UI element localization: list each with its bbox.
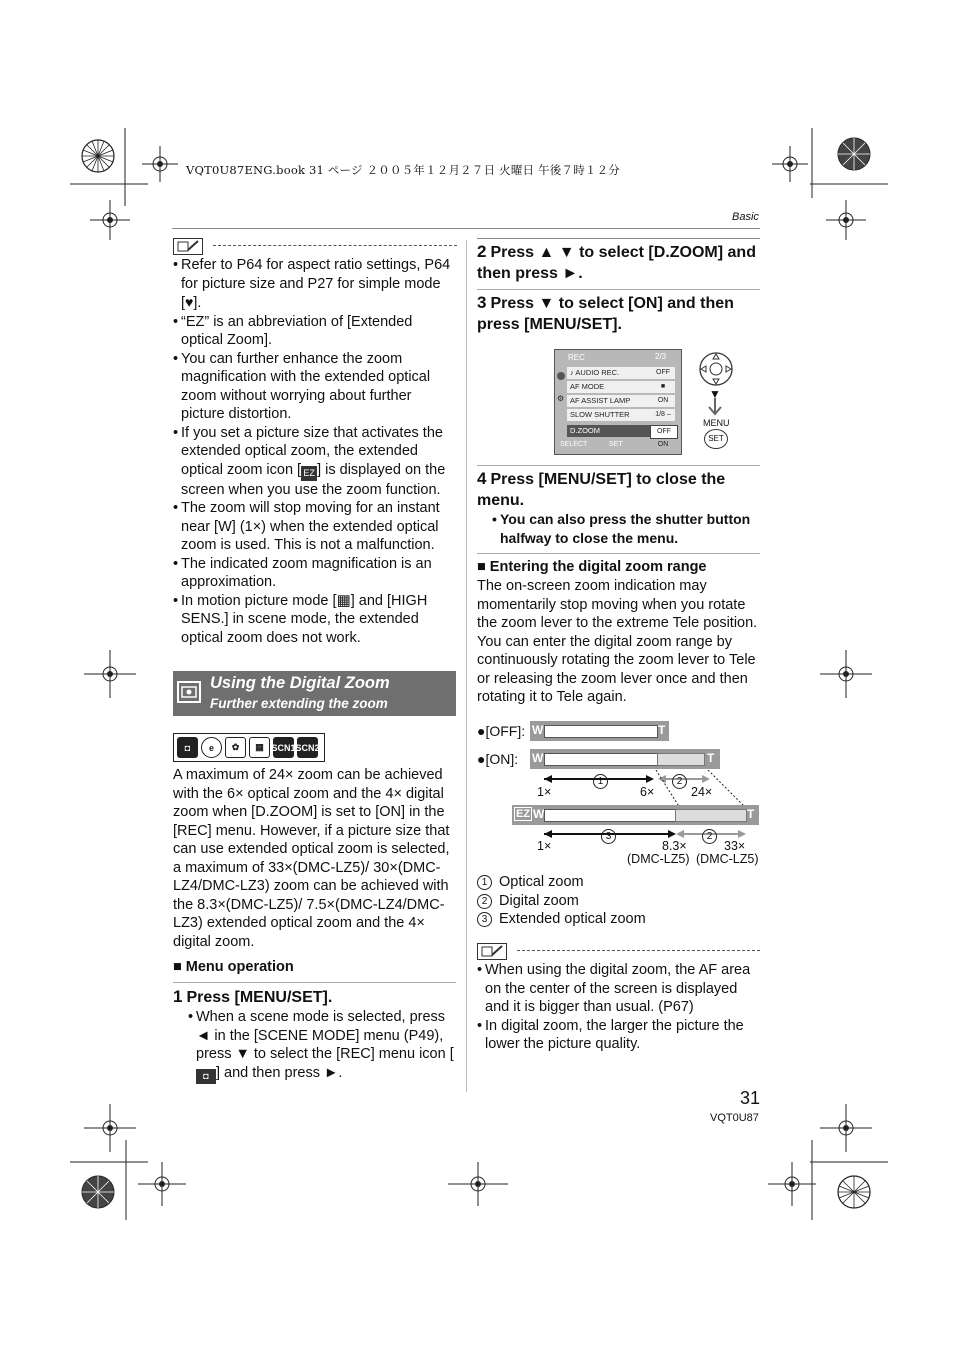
dzoom-on-option: ON bbox=[657, 441, 669, 448]
step1-bullets bbox=[188, 1008, 456, 1084]
on-zoom-bar: W T bbox=[530, 749, 720, 769]
list-item: • You can further enhance the zoom magnification with the extended optical zoom without worrying about further picture distortion. bbox=[173, 350, 457, 424]
list-item: • “EZ” is an abbreviation of [Extended optical Zoom]. bbox=[173, 313, 457, 350]
crosshair-upper-right bbox=[816, 196, 876, 246]
screen-title: REC bbox=[568, 353, 585, 362]
crosshair-bottom-left bbox=[132, 1158, 192, 1208]
down-arrow-filled-icon: ▼ bbox=[709, 387, 721, 401]
note-icon bbox=[477, 943, 507, 960]
section-label: Basic bbox=[732, 211, 759, 223]
section-banner bbox=[173, 671, 456, 716]
menu-row-afmode: AF MODE bbox=[567, 381, 675, 393]
list-item: • Refer to P64 for aspect ratio settings, P64 for picture size and P27 for simple mode [♥]. bbox=[173, 256, 457, 313]
off-zoom-bar: W T bbox=[530, 721, 669, 741]
step3-rule bbox=[477, 289, 760, 290]
macro-icon: ✿ bbox=[225, 737, 246, 758]
screen-page: 2/3 bbox=[655, 352, 667, 361]
tick-33x: 33× bbox=[724, 839, 746, 853]
on-label: ●[ON]: bbox=[477, 751, 519, 767]
note-icon bbox=[173, 238, 203, 255]
callout-3: 3 bbox=[601, 827, 623, 845]
note-header bbox=[173, 237, 457, 255]
callout-2b: 2 bbox=[702, 827, 724, 845]
registration-mark-bottom-right bbox=[810, 1140, 900, 1230]
tick-1x: 1× bbox=[537, 785, 552, 799]
crosshair-top-right bbox=[760, 140, 820, 190]
list-item: • In motion picture mode [▦] and [HIGH SENS.] in scene mode, the extended optical zoom does not work. bbox=[173, 592, 457, 648]
header-rule bbox=[172, 228, 760, 229]
menu-row-af-assist: AF ASSIST LAMP bbox=[567, 395, 675, 407]
zoom-legend bbox=[477, 873, 760, 929]
page-number: 31 bbox=[740, 1088, 761, 1108]
list-item: • When using the digital zoom, the AF area on the center of the screen is displayed and it is bigger than usual. (P67) bbox=[477, 961, 761, 1017]
screen-footer-set: SET bbox=[609, 441, 623, 448]
column-divider bbox=[466, 240, 467, 1092]
banner-title: Using the Digital Zoom bbox=[210, 674, 390, 692]
step-1: 1 Press [MENU/SET]. bbox=[173, 987, 333, 1006]
list-item: • The zoom will stop moving for an instant near [W] (1×) when the extended optical zoom is used. This is not a malfunction. bbox=[173, 499, 457, 555]
screen-footer-select: SELECT bbox=[560, 441, 588, 448]
crosshair-top-center bbox=[130, 140, 190, 190]
book-header-line: VQT0U87ENG.book 31 ページ ２００５年１２月２７日 火曜日 午後７時１２分 bbox=[186, 163, 620, 177]
tick-6x: 6× bbox=[640, 785, 655, 799]
left-notes-list bbox=[173, 256, 457, 647]
callout-2: 2 bbox=[672, 772, 694, 790]
list-item: 2 Digital zoom bbox=[477, 892, 760, 911]
banner-subtitle: Further extending the zoom bbox=[210, 696, 388, 711]
list-item: • The indicated zoom magnification is an approximation. bbox=[173, 555, 457, 592]
set-button-icon: SET bbox=[704, 429, 728, 449]
motion-picture-icon: ▦ bbox=[336, 591, 351, 609]
crosshair-middle-right bbox=[816, 650, 876, 700]
list-item: • In digital zoom, the larger the picture the lower the picture quality. bbox=[477, 1017, 761, 1054]
simple-mode-heart-icon: ♥ bbox=[185, 294, 194, 310]
dz-heading: ■ Entering the digital zoom range bbox=[477, 559, 707, 575]
note-header-2 bbox=[477, 942, 760, 960]
menu-row-dzoom: D.ZOOM bbox=[567, 425, 675, 437]
crosshair-bottom-center bbox=[448, 1158, 508, 1208]
dz-rule bbox=[477, 553, 760, 554]
list-item: 1 Optical zoom bbox=[477, 873, 760, 892]
rec-menu-screen: REC 2/3 ⚙ ♪ AUDIO REC. OFF AF MODE ■ AF ASSIST LAMP ON SLOW SHUTTER 1/8 – D.ZOOM OFF ON SELECT SET bbox=[554, 349, 682, 455]
motion-icon: ▦ bbox=[249, 737, 270, 758]
cursor-buttons-icon bbox=[698, 351, 734, 392]
document-code: VQT0U87 bbox=[710, 1112, 759, 1124]
ez-zoom-bar: EZ W T bbox=[512, 805, 759, 825]
crosshair-upper-left bbox=[80, 196, 140, 246]
scene2-icon: SCN2 bbox=[297, 737, 318, 758]
list-item: • You can also press the shutter button halfway to close the menu. bbox=[492, 510, 758, 547]
model-b: (DMC-LZ5) bbox=[696, 852, 759, 866]
step-4: 4 Press [MENU/SET] to close the menu. bbox=[477, 469, 726, 509]
tick-8-3x: 8.3× bbox=[662, 839, 687, 853]
menu-row-slow-shutter: SLOW SHUTTER bbox=[567, 409, 675, 421]
step4-rule bbox=[477, 465, 760, 466]
step4-bullets bbox=[492, 510, 758, 547]
screen-tab-wrench-icon: ⚙ bbox=[557, 394, 565, 403]
off-label: ●[OFF]: bbox=[477, 723, 526, 739]
model-a: (DMC-LZ5) bbox=[627, 852, 690, 866]
rec-camera-icon: ◘ bbox=[196, 1069, 216, 1084]
digital-zoom-body: A maximum of 24× zoom can be achieved with the 6× optical zoom and the 4× digital zoom when [D.ZOOM] is set to [ON] in the [REC] menu. However, if a picture size that can use extended optical zoom is selected, a maximum of 33×(DMC-LZ5)/ 30×(DMC-LZ4/DMC-LZ3) zoom can be achieved with the 8.3×(DMC-LZ5)/ 7.5×(DMC-LZ4/DMC-LZ3) extended optical zoom and the 4× digital zoom. bbox=[173, 767, 450, 950]
menu-operation-heading: ■ Menu operation bbox=[173, 959, 294, 975]
right-notes-list bbox=[477, 961, 761, 1054]
callout-1: 1 bbox=[593, 772, 615, 790]
tick-1x-b: 1× bbox=[537, 839, 552, 853]
mic-icon: ♪ bbox=[570, 368, 576, 377]
step1-rule bbox=[173, 982, 456, 983]
dz-body: The on-screen zoom indication may momentarily stop moving when you rotate the zoom lever to the extreme Tele position. You can enter the digital zoom range by continuously rotating the zoom lever to Tele or releasing the zoom lever once and then rotating it to Tele again. bbox=[477, 578, 758, 705]
scene1-icon: SCN1 bbox=[273, 737, 294, 758]
list-item: 3 Extended optical zoom bbox=[477, 910, 760, 929]
zoom-section-icon bbox=[177, 681, 201, 703]
menu-row-audio: ♪ AUDIO REC. bbox=[567, 367, 675, 379]
step2-rule bbox=[477, 238, 760, 239]
note-divider bbox=[213, 245, 457, 246]
step-3: 3 Press ▼ to select [ON] and then press [MENU/SET]. bbox=[477, 293, 734, 333]
e-icon: e bbox=[201, 737, 222, 758]
list-item: • If you set a picture size that activates the extended optical zoom, the extended optical zoom icon [ EZ ] is displayed on the screen when you use the zoom function. bbox=[173, 424, 457, 500]
crosshair-middle-left bbox=[80, 650, 140, 700]
step-2: 2 Press ▲ ▼ to select [D.ZOOM] and then press ►. bbox=[477, 242, 756, 282]
ez-icon: EZ bbox=[301, 466, 317, 481]
camera-icon: ◘ bbox=[177, 737, 198, 758]
screen-tab-camera-icon bbox=[557, 372, 565, 380]
tick-24x: 24× bbox=[691, 785, 713, 799]
menu-label: MENU bbox=[703, 418, 730, 428]
mode-icons-row bbox=[173, 733, 325, 762]
list-item: • When a scene mode is selected, press ◄ in the [SCENE MODE] menu (P49), press ▼ to select the [REC] menu icon [◘ ] and then press ►. bbox=[188, 1008, 456, 1084]
note-divider bbox=[517, 950, 760, 951]
